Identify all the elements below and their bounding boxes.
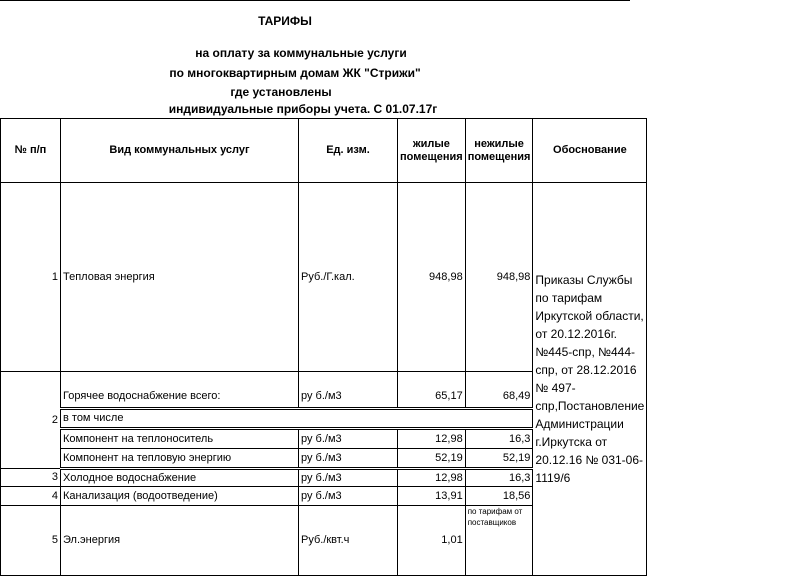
row-service: Компонент на теплоноситель bbox=[61, 429, 299, 449]
row-nonresidential: 68,49 bbox=[465, 372, 533, 409]
row-nonresidential: 18,56 bbox=[465, 487, 533, 506]
row-residential: 948,98 bbox=[398, 183, 466, 372]
row-service: Эл.энергия bbox=[61, 506, 299, 576]
row-service: Горячее водоснабжение всего: bbox=[61, 372, 299, 409]
table-row bbox=[1, 183, 647, 372]
row-unit: ру б./м3 bbox=[299, 449, 398, 469]
row-nonresidential: 16,3 bbox=[465, 429, 533, 449]
row-service: Компонент на тепловую энергию bbox=[61, 449, 299, 469]
table-header-row bbox=[1, 119, 647, 183]
row-residential: 12,98 bbox=[398, 429, 466, 449]
subtitle-line-2: по многоквартирным домам ЖК "Стрижи" bbox=[169, 66, 421, 80]
row-num: 1 bbox=[1, 183, 61, 372]
header-residential: жилые помещения bbox=[398, 119, 466, 183]
row-service: Канализация (водоотведение) bbox=[61, 487, 299, 506]
row-service: в том числе bbox=[61, 409, 533, 429]
row-num: 2 bbox=[1, 372, 61, 469]
row-residential: 52,19 bbox=[398, 449, 466, 469]
row-residential: 13,91 bbox=[398, 487, 466, 506]
header-unit: Ед. изм. bbox=[299, 119, 398, 183]
header-nonresidential: нежилые помещения bbox=[465, 119, 533, 183]
row-service: Тепловая энергия bbox=[61, 183, 299, 372]
row-unit: Руб./квт.ч bbox=[299, 506, 398, 576]
row-unit: ру б./м3 bbox=[299, 469, 398, 487]
row-nonresidential: 948,98 bbox=[465, 183, 533, 372]
row-nonresidential: 52,19 bbox=[465, 449, 533, 469]
row-num: 3 bbox=[1, 469, 61, 487]
tariff-table bbox=[0, 118, 647, 576]
basis-cell: Приказы Службы по тарифам Иркутской области, от 20.12.2016г. №445-спр, №444-спр, от 28.12.2016 № 497-спр,Постановление Администрации г.Иркутска от 20.12.16 № 031-06-1119/6 bbox=[533, 183, 647, 576]
row-num: 4 bbox=[1, 487, 61, 506]
row-residential: 1,01 bbox=[398, 506, 466, 576]
row-unit: Руб./Г.кал. bbox=[299, 183, 398, 372]
document-title: ТАРИФЫ bbox=[258, 14, 312, 28]
subtitle-line-1: на оплату за коммунальные услуги bbox=[195, 46, 407, 60]
row-nonresidential: 16,3 bbox=[465, 469, 533, 487]
row-service: Холодное водоснабжение bbox=[61, 469, 299, 487]
header-basis: Обоснование bbox=[533, 119, 647, 183]
row-num: 5 bbox=[1, 506, 61, 576]
row-unit: ру б./м3 bbox=[299, 372, 398, 409]
header-service: Вид коммунальных услуг bbox=[61, 119, 299, 183]
row-unit: ру б./м3 bbox=[299, 429, 398, 449]
subtitle-line-3: где установлены bbox=[230, 85, 332, 99]
row-residential: 12,98 bbox=[398, 469, 466, 487]
top-border-line bbox=[0, 0, 630, 1]
row-nonresidential: по тарифам от поставщиков bbox=[465, 506, 533, 576]
header-num: № п/п bbox=[1, 119, 61, 183]
row-residential: 65,17 bbox=[398, 372, 466, 409]
subtitle-line-4: индивидуальные приборы учета. С 01.07.17г bbox=[168, 102, 438, 116]
row-unit: ру б./м3 bbox=[299, 487, 398, 506]
